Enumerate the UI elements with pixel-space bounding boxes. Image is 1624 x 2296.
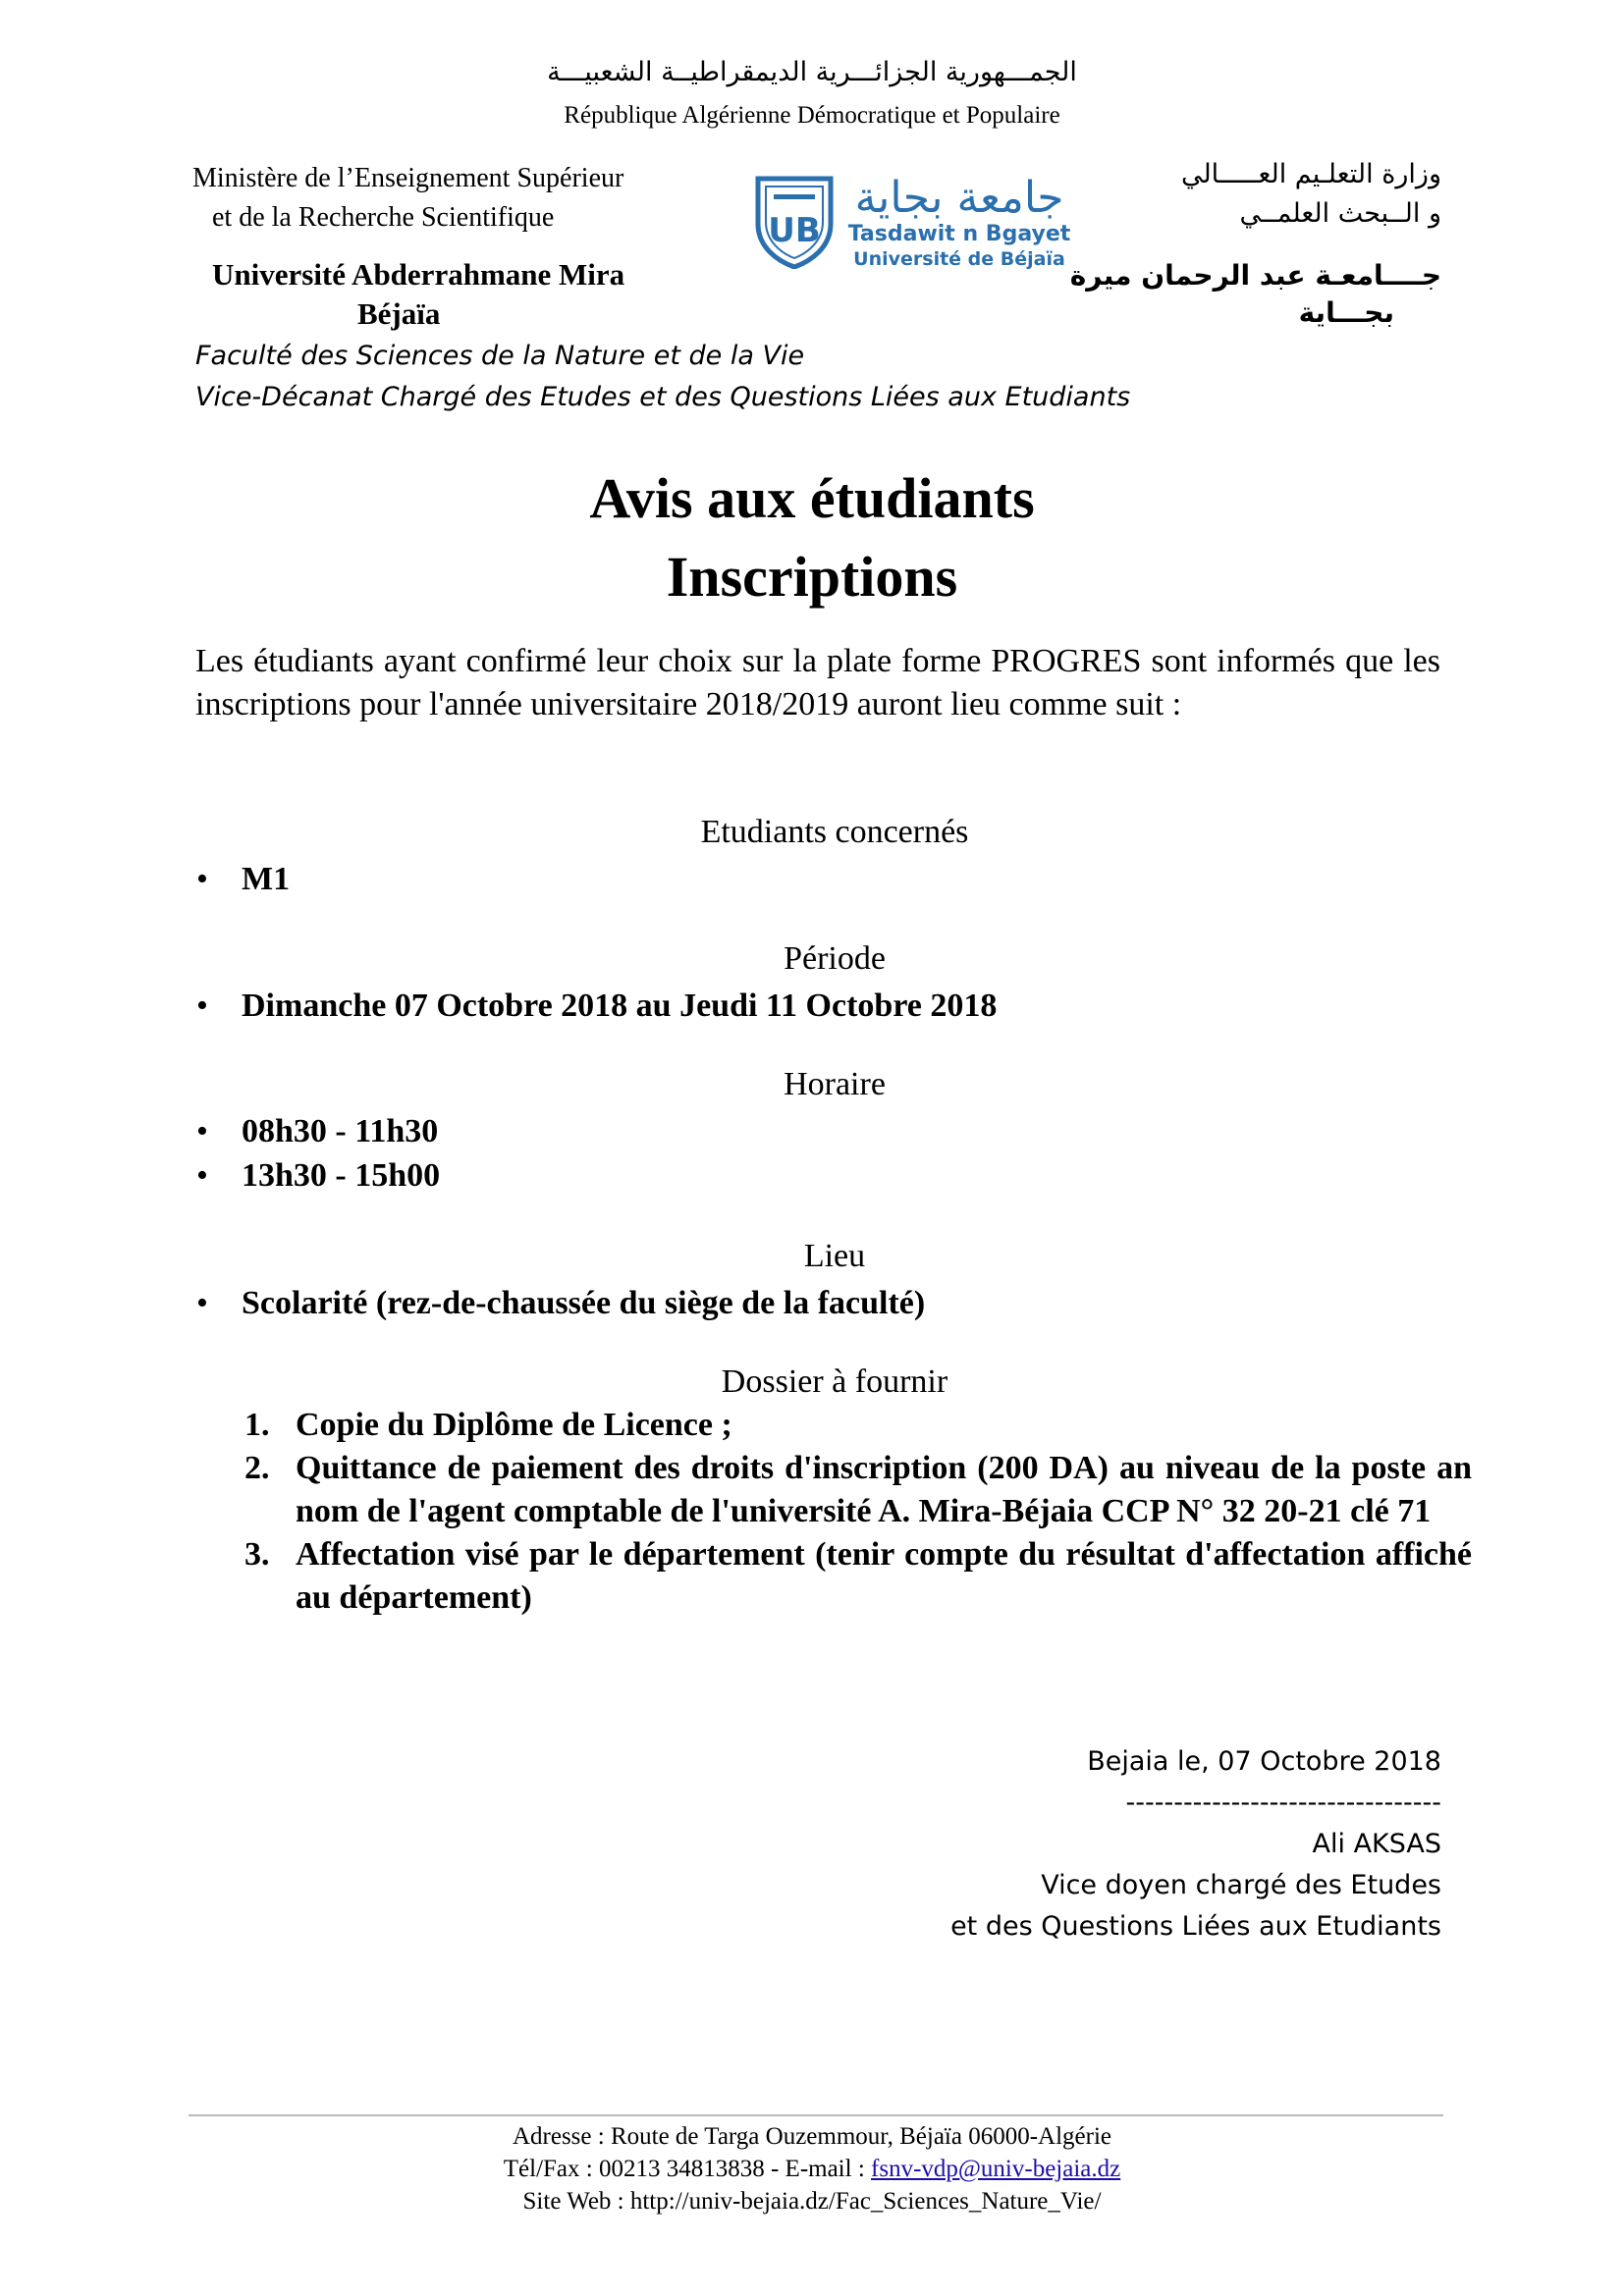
hours-list — [242, 1109, 440, 1198]
ministry-ar-line1: وزارة التعلـيم العـــــالي — [1180, 159, 1441, 189]
ministry-ar-line2: و الــبحث العلمــي — [1239, 198, 1441, 229]
signature-block — [950, 1741, 1441, 1948]
list-item: • 08h30 - 11h30 — [242, 1109, 440, 1153]
footer-website: Site Web : http://univ-bejaia.dz/Fac_Sciences_Nature_Vie/ — [522, 2188, 1102, 2215]
vice-deanship-name: Vice-Décanat Chargé des Etudes et des Questions Liées aux Etudiants — [195, 382, 1131, 412]
place-list — [242, 1281, 925, 1325]
email-link[interactable]: fsnv-vdp@univ-bejaia.dz — [871, 2156, 1121, 2182]
list-item-number: 2. — [244, 1450, 270, 1486]
notice-title — [0, 459, 1624, 616]
university-logo-wordmark — [846, 175, 1072, 271]
signatory-name: Ali AKSAS — [1312, 1829, 1441, 1859]
faculty-name: Faculté des Sciences de la Nature et de la Vie — [195, 341, 805, 371]
list-item — [195, 1533, 1472, 1620]
footer-divider — [189, 2114, 1443, 2116]
svg-text:UB: UB — [768, 211, 821, 250]
logo-arabic-name: جامعة بجاية — [854, 173, 1064, 223]
list-item-text: Affectation visé par le département (tenir compte du résultat d'affectation affiché au département) — [296, 1536, 1472, 1616]
section-heading-hours: Horaire — [784, 1066, 886, 1102]
university-fr-line1: Université Abderrahmane Mira — [212, 257, 625, 292]
university-name-arabic — [1070, 257, 1441, 332]
period-list — [242, 984, 997, 1028]
university-emblem-icon — [752, 173, 837, 274]
footer — [0, 2120, 1624, 2217]
list-item-text: Quittance de paiement des droits d'inscription (200 DA) au niveau de la poste an nom de l'agent comptable de l'université A. Mira-Béjaia CCP N° 32 20-21 clé 71 — [296, 1450, 1472, 1529]
university-fr-line2: Béjaïa — [357, 296, 441, 331]
footer-contact-prefix: Tél/Fax : 00213 34813838 - E-mail : — [503, 2156, 872, 2182]
list-item: • M1 — [242, 857, 290, 901]
university-ar-line1: جــــامعـة عبد الرحمان ميرة — [1069, 259, 1441, 292]
ministry-name-arabic — [1181, 155, 1441, 234]
footer-address: Adresse : Route de Targa Ouzemmour, Béjaïa 06000-Algérie — [512, 2123, 1112, 2150]
university-name-french — [212, 255, 624, 334]
ministry-fr-line1: Ministère de l’Enseignement Supérieur — [192, 163, 624, 193]
list-item-number: 3. — [244, 1536, 270, 1573]
list-item-text: Copie du Diplôme de Licence ; — [296, 1407, 732, 1443]
signature-separator: --------------------------------- — [1125, 1788, 1441, 1818]
signatory-role-line2: et des Questions Liées aux Etudiants — [950, 1911, 1441, 1942]
list-item — [195, 1447, 1472, 1533]
list-item-number: 1. — [244, 1407, 270, 1443]
faculty-info — [195, 336, 1130, 418]
university-ar-line2: بجـــاية — [1298, 296, 1394, 329]
section-heading-concerned: Etudiants concernés — [700, 814, 969, 850]
logo-berber-name: Tasdawit n Bgayet — [847, 222, 1071, 246]
section-heading-place: Lieu — [803, 1238, 866, 1274]
ministry-name-french — [192, 159, 623, 238]
logo-french-name: Université de Béjaïa — [853, 248, 1065, 270]
section-heading-period: Période — [784, 940, 886, 977]
list-item: • Scolarité (rez-de-chaussée du siège de la faculté) — [242, 1281, 925, 1325]
intro-paragraph: Les étudiants ayant confirmé leur choix sur la plate forme PROGRES sont informés que les inscriptions pour l'année universitaire 2018/2019 auront lieu comme suit : — [195, 643, 1440, 722]
notice-title-line1: Avis aux étudiants — [589, 466, 1035, 530]
list-item: • Dimanche 07 Octobre 2018 au Jeudi 11 Octobre 2018 — [242, 984, 997, 1028]
concerned-list — [242, 857, 290, 901]
ministry-fr-line2: et de la Recherche Scientifique — [212, 202, 555, 233]
signature-place-date: Bejaia le, 07 Octobre 2018 — [1087, 1746, 1441, 1777]
notice-title-line2: Inscriptions — [666, 545, 958, 609]
republic-title-arabic: الجمـــهورية الجزائـــرية الديمقراطيــة الشعبيـــة — [547, 57, 1077, 87]
list-item — [195, 1404, 1472, 1447]
dossier-list — [195, 1404, 1472, 1620]
list-item: • 13h30 - 15h00 — [242, 1153, 440, 1198]
section-heading-dossier: Dossier à fournir — [721, 1363, 948, 1400]
republic-title-french: République Algérienne Démocratique et Populaire — [564, 102, 1060, 129]
signatory-role-line1: Vice doyen chargé des Etudes — [1041, 1870, 1441, 1900]
footer-contact — [0, 2153, 1624, 2185]
